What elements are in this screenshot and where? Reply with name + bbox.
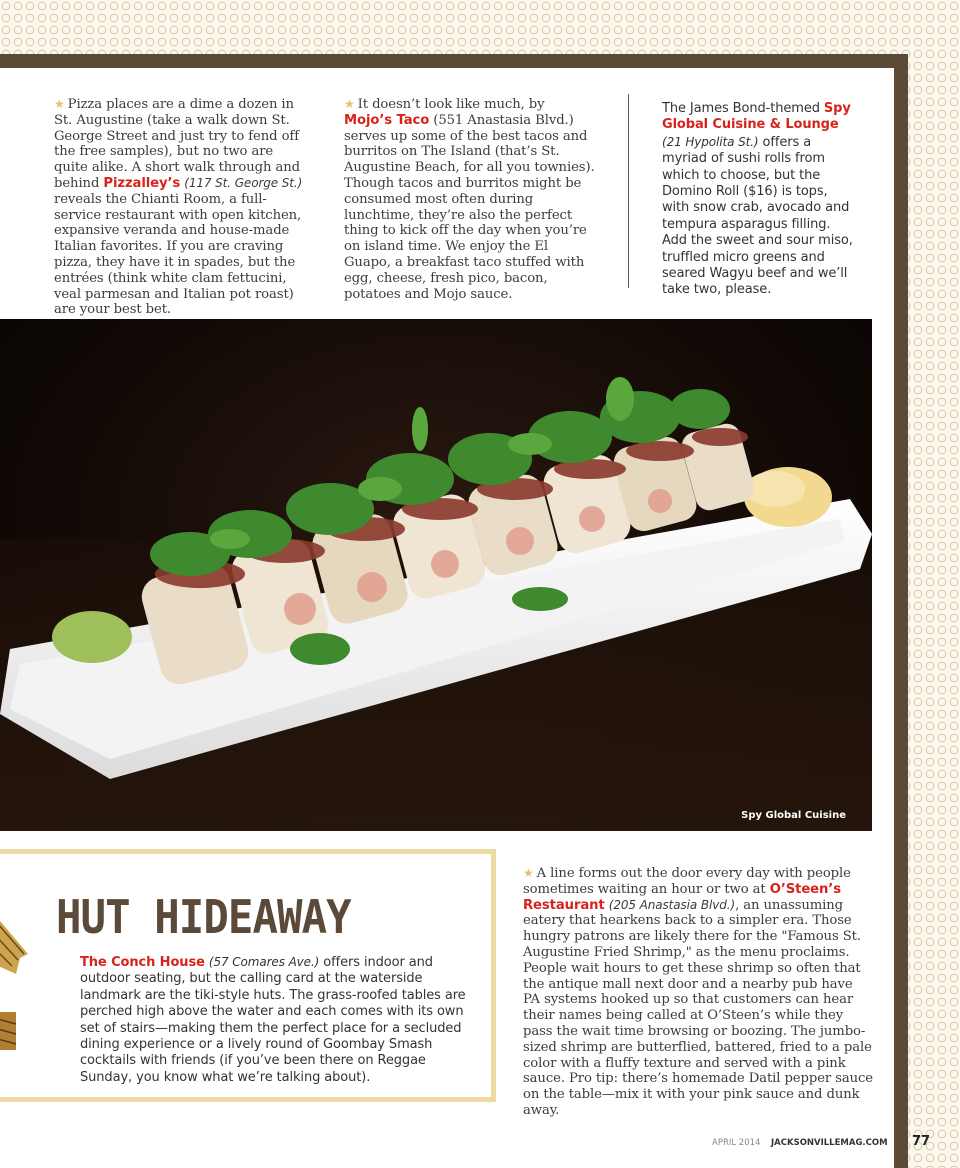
article-mojos-taco [344, 97, 596, 302]
restaurant-name: Spy Global Cuisine & Lounge [662, 101, 851, 133]
restaurant-address: (21 Hypolita St.) [662, 134, 759, 149]
section-headline: HUT HIDEAWAY [56, 890, 351, 944]
body-text: reveals the Chianti Room, a full-service restaurant with open kitchen, expansive veranda and house-made Italian favorites. If you are craving pizza, they have it in spades, but the entrées (think white clam fettucini, veal parmesan and Italian pot roast) are your best bet. [54, 191, 302, 318]
sushi-illustration [0, 319, 872, 831]
article-conch-house [80, 954, 480, 1086]
sushi-photo [0, 319, 872, 831]
body-text: Pizza places are a dime a dozen in St. Augustine (take a walk down St. George Street and just try to fend off the free samples), but no two are quite alike. A short walk through and behind [54, 97, 300, 191]
restaurant-name: O’Steen’s Restaurant [523, 881, 841, 913]
page-number: 77 [912, 1134, 931, 1149]
footer-divider [900, 1136, 901, 1150]
column-divider [628, 94, 629, 288]
article-spy-global [662, 101, 856, 299]
restaurant-address: (117 St. George St.) [184, 175, 303, 190]
body-text: It doesn’t look like much, by [357, 97, 545, 112]
tiki-hut-icon [0, 914, 34, 1054]
body-text: offers a myriad of sushi rolls from which to choose, but the Domino Roll ($16) is tops, with snow crab, avocado and tempura asparagus filling. Add the sweet and sour miso, truffled micro greens and seared Wagyu beef and we’ll take two, please. [662, 134, 853, 298]
article-osteens [523, 866, 873, 1119]
restaurant-name: Pizzalley’s [103, 175, 181, 191]
article-pizzalley [54, 97, 306, 318]
star-icon: ★ [54, 97, 65, 111]
body-text: , an unassuming eatery that hearkens back to a simpler era. Those hungry patrons are likely there for the "Famous St. Augustine Fried Shrimp," as the menu proclaims. People wait hours to get these shrimp so often that the antique mall next door and a nearby pub have PA systems hooked up so that customers can hear their names being called at O’Steen’s while they pass the wait time browsing or boozing. The jumbo-sized shrimp are butterflied, battered, fried to a pale color with a fluffy texture and served with a pink sauce. Pro tip: there’s homemade Datil pepper sauce on the table—mix it with your pink sauce and dunk away. [523, 897, 874, 1118]
body-text: (551 Anastasia Blvd.) serves up some of the best tacos and burritos on The Island (that’s St. Augustine Beach, for all you townies). Though tacos and burritos might be consumed most often during lunchtime, they’re also the perfect thing to kick off the day when you’re on island time. We enjoy the El Guapo, a breakfast taco stuffed with egg, cheese, fresh pico, bacon, potatoes and Mojo sauce. [344, 112, 595, 302]
body-text: A line forms out the door every day with people sometimes waiting an hour or two at [523, 866, 851, 897]
star-icon: ★ [344, 97, 355, 111]
photo-caption: Spy Global Cuisine [741, 810, 846, 821]
restaurant-name: Mojo’s Taco [344, 112, 430, 128]
restaurant-name: The Conch House [80, 955, 205, 970]
site-url: JACKSONVILLEMAG.COM [771, 1138, 888, 1148]
issue-date: APRIL 2014 [712, 1138, 761, 1148]
body-text: offers indoor and outdoor seating, but the calling card at the waterside landmark are the tiki-style huts. The grass-roofed tables are perched high above the water and each comes with its own set of stairs—making them the perfect place for a secluded dining experience or a lively round of Goombay Smash cocktails with friends (if you’ve been there on Reggae Sunday, you know what we’re talking about). [80, 955, 466, 1085]
restaurant-address: (205 Anastasia Blvd.) [608, 897, 736, 912]
hut-hideaway-box [0, 849, 496, 1102]
body-text: The James Bond-themed [662, 101, 824, 116]
star-icon: ★ [523, 866, 534, 880]
restaurant-address: (57 Comares Ave.) [208, 955, 320, 969]
